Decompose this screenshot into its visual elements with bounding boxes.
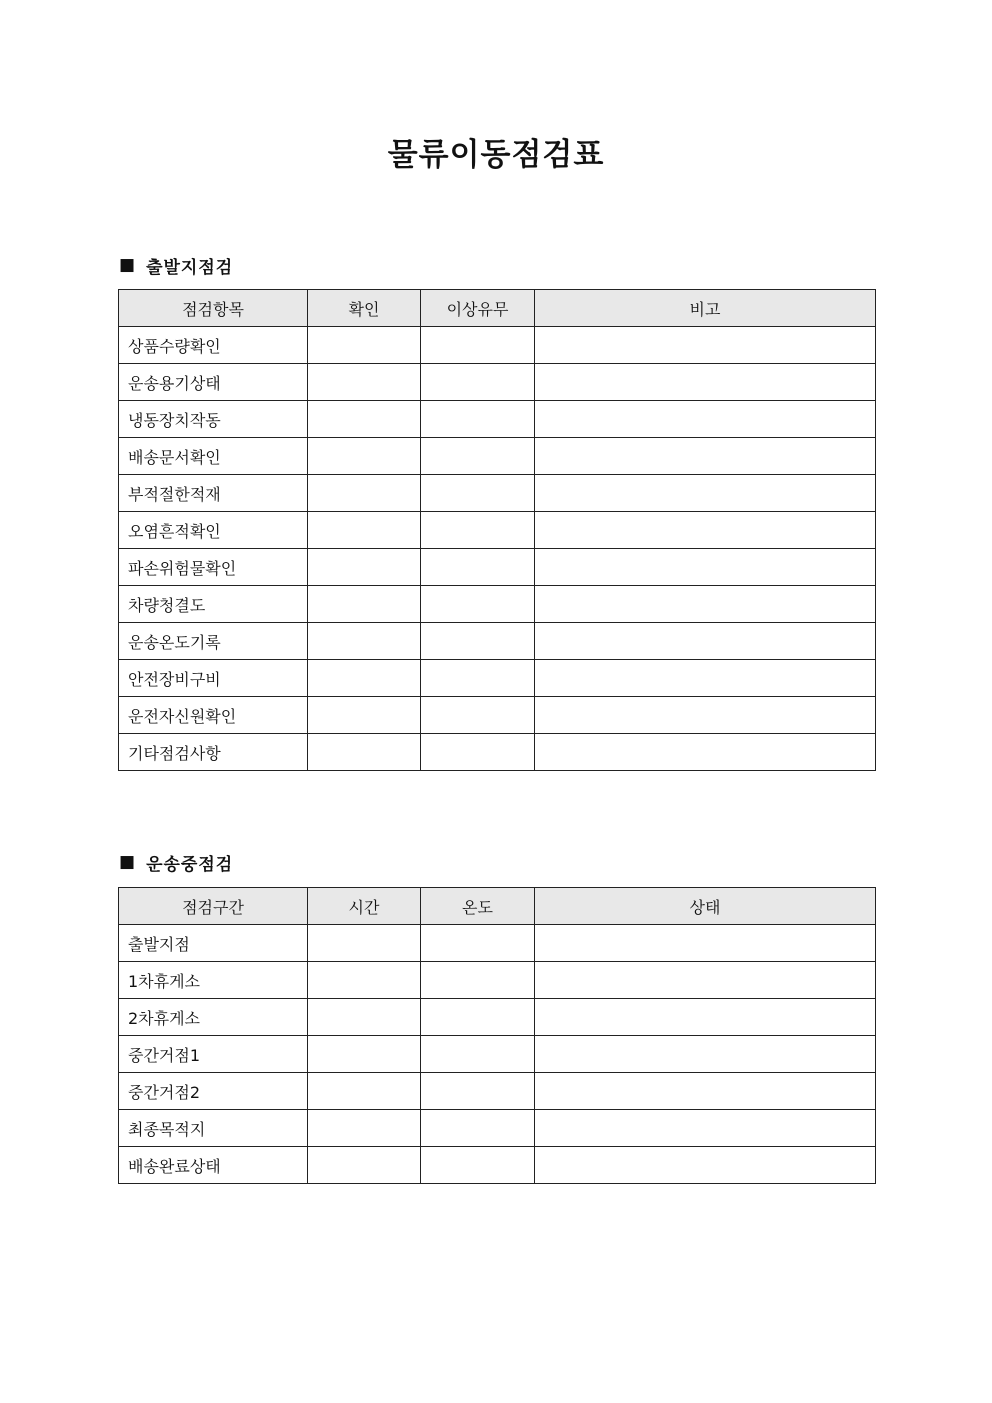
row-label: 배송완료상태 bbox=[119, 1147, 308, 1184]
confirm-cell[interactable] bbox=[308, 512, 421, 549]
confirm-cell[interactable] bbox=[308, 401, 421, 438]
row-label: 부적절한적재 bbox=[119, 475, 308, 512]
header-status: 상태 bbox=[535, 888, 876, 925]
row-label: 운전자신원확인 bbox=[119, 697, 308, 734]
table-row bbox=[119, 623, 876, 660]
row-label: 상품수량확인 bbox=[119, 327, 308, 364]
temperature-cell[interactable] bbox=[421, 925, 535, 962]
row-label: 파손위험물확인 bbox=[119, 549, 308, 586]
remarks-cell[interactable] bbox=[535, 549, 876, 586]
table-row bbox=[119, 549, 876, 586]
row-label: 운송용기상태 bbox=[119, 364, 308, 401]
row-label: 기타점검사항 bbox=[119, 734, 308, 771]
status-cell[interactable] bbox=[535, 1147, 876, 1184]
confirm-cell[interactable] bbox=[308, 327, 421, 364]
temperature-cell[interactable] bbox=[421, 1036, 535, 1073]
confirm-cell[interactable] bbox=[308, 586, 421, 623]
remarks-cell[interactable] bbox=[535, 327, 876, 364]
table-header-row bbox=[119, 290, 876, 327]
abnormality-cell[interactable] bbox=[421, 512, 535, 549]
temperature-cell[interactable] bbox=[421, 1110, 535, 1147]
header-confirm: 확인 bbox=[308, 290, 421, 327]
table-row bbox=[119, 1147, 876, 1184]
remarks-cell[interactable] bbox=[535, 438, 876, 475]
abnormality-cell[interactable] bbox=[421, 623, 535, 660]
abnormality-cell[interactable] bbox=[421, 586, 535, 623]
status-cell[interactable] bbox=[535, 1073, 876, 1110]
header-remarks: 비고 bbox=[535, 290, 876, 327]
in-transit-check-table bbox=[118, 887, 876, 1184]
section-heading-departure bbox=[119, 253, 233, 277]
temperature-cell[interactable] bbox=[421, 1073, 535, 1110]
table-header-row bbox=[119, 888, 876, 925]
remarks-cell[interactable] bbox=[535, 586, 876, 623]
header-time: 시간 bbox=[308, 888, 421, 925]
table-row bbox=[119, 401, 876, 438]
table-row bbox=[119, 327, 876, 364]
status-cell[interactable] bbox=[535, 962, 876, 999]
confirm-cell[interactable] bbox=[308, 364, 421, 401]
table-row bbox=[119, 512, 876, 549]
table-row bbox=[119, 1073, 876, 1110]
table-row bbox=[119, 438, 876, 475]
in-transit-table-body bbox=[119, 925, 876, 1184]
temperature-cell[interactable] bbox=[421, 962, 535, 999]
temperature-cell[interactable] bbox=[421, 1147, 535, 1184]
confirm-cell[interactable] bbox=[308, 475, 421, 512]
abnormality-cell[interactable] bbox=[421, 364, 535, 401]
header-check-section: 점검구간 bbox=[119, 888, 308, 925]
row-label: 2차휴게소 bbox=[119, 999, 308, 1036]
remarks-cell[interactable] bbox=[535, 364, 876, 401]
temperature-cell[interactable] bbox=[421, 999, 535, 1036]
confirm-cell[interactable] bbox=[308, 549, 421, 586]
document-title: 물류이동점검표 bbox=[387, 137, 605, 173]
status-cell[interactable] bbox=[535, 999, 876, 1036]
row-label: 배송문서확인 bbox=[119, 438, 308, 475]
departure-check-table bbox=[118, 289, 876, 771]
table-row bbox=[119, 475, 876, 512]
time-cell[interactable] bbox=[308, 999, 421, 1036]
confirm-cell[interactable] bbox=[308, 697, 421, 734]
remarks-cell[interactable] bbox=[535, 660, 876, 697]
status-cell[interactable] bbox=[535, 925, 876, 962]
row-label: 1차휴게소 bbox=[119, 962, 308, 999]
time-cell[interactable] bbox=[308, 1110, 421, 1147]
abnormality-cell[interactable] bbox=[421, 475, 535, 512]
status-cell[interactable] bbox=[535, 1110, 876, 1147]
row-label: 중간거점1 bbox=[119, 1036, 308, 1073]
table-row bbox=[119, 697, 876, 734]
status-cell[interactable] bbox=[535, 1036, 876, 1073]
row-label: 차량청결도 bbox=[119, 586, 308, 623]
abnormality-cell[interactable] bbox=[421, 660, 535, 697]
table-row bbox=[119, 364, 876, 401]
confirm-cell[interactable] bbox=[308, 734, 421, 771]
remarks-cell[interactable] bbox=[535, 697, 876, 734]
time-cell[interactable] bbox=[308, 1073, 421, 1110]
row-label: 중간거점2 bbox=[119, 1073, 308, 1110]
table-row bbox=[119, 1110, 876, 1147]
table-row bbox=[119, 999, 876, 1036]
abnormality-cell[interactable] bbox=[421, 327, 535, 364]
section-heading-in-transit bbox=[119, 850, 233, 874]
abnormality-cell[interactable] bbox=[421, 401, 535, 438]
table-row bbox=[119, 586, 876, 623]
header-check-item: 점검항목 bbox=[119, 290, 308, 327]
header-abnormality: 이상유무 bbox=[421, 290, 535, 327]
section-heading-label: 출발지점검 bbox=[146, 257, 234, 278]
remarks-cell[interactable] bbox=[535, 623, 876, 660]
row-label: 출발지점 bbox=[119, 925, 308, 962]
departure-table-body bbox=[119, 327, 876, 771]
time-cell[interactable] bbox=[308, 925, 421, 962]
time-cell[interactable] bbox=[308, 962, 421, 999]
row-label: 안전장비구비 bbox=[119, 660, 308, 697]
section-heading-label: 운송중점검 bbox=[146, 854, 234, 875]
abnormality-cell[interactable] bbox=[421, 549, 535, 586]
abnormality-cell[interactable] bbox=[421, 734, 535, 771]
square-bullet-icon: ■ bbox=[119, 852, 137, 872]
remarks-cell[interactable] bbox=[535, 734, 876, 771]
header-temperature: 온도 bbox=[421, 888, 535, 925]
time-cell[interactable] bbox=[308, 1147, 421, 1184]
table-row bbox=[119, 962, 876, 999]
table-row bbox=[119, 660, 876, 697]
row-label: 최종목적지 bbox=[119, 1110, 308, 1147]
remarks-cell[interactable] bbox=[535, 512, 876, 549]
confirm-cell[interactable] bbox=[308, 660, 421, 697]
time-cell[interactable] bbox=[308, 1036, 421, 1073]
row-label: 오염흔적확인 bbox=[119, 512, 308, 549]
abnormality-cell[interactable] bbox=[421, 438, 535, 475]
table-row bbox=[119, 925, 876, 962]
square-bullet-icon: ■ bbox=[119, 255, 137, 275]
row-label: 냉동장치작동 bbox=[119, 401, 308, 438]
row-label: 운송온도기록 bbox=[119, 623, 308, 660]
abnormality-cell[interactable] bbox=[421, 697, 535, 734]
table-row bbox=[119, 734, 876, 771]
table-row bbox=[119, 1036, 876, 1073]
confirm-cell[interactable] bbox=[308, 438, 421, 475]
remarks-cell[interactable] bbox=[535, 475, 876, 512]
confirm-cell[interactable] bbox=[308, 623, 421, 660]
remarks-cell[interactable] bbox=[535, 401, 876, 438]
